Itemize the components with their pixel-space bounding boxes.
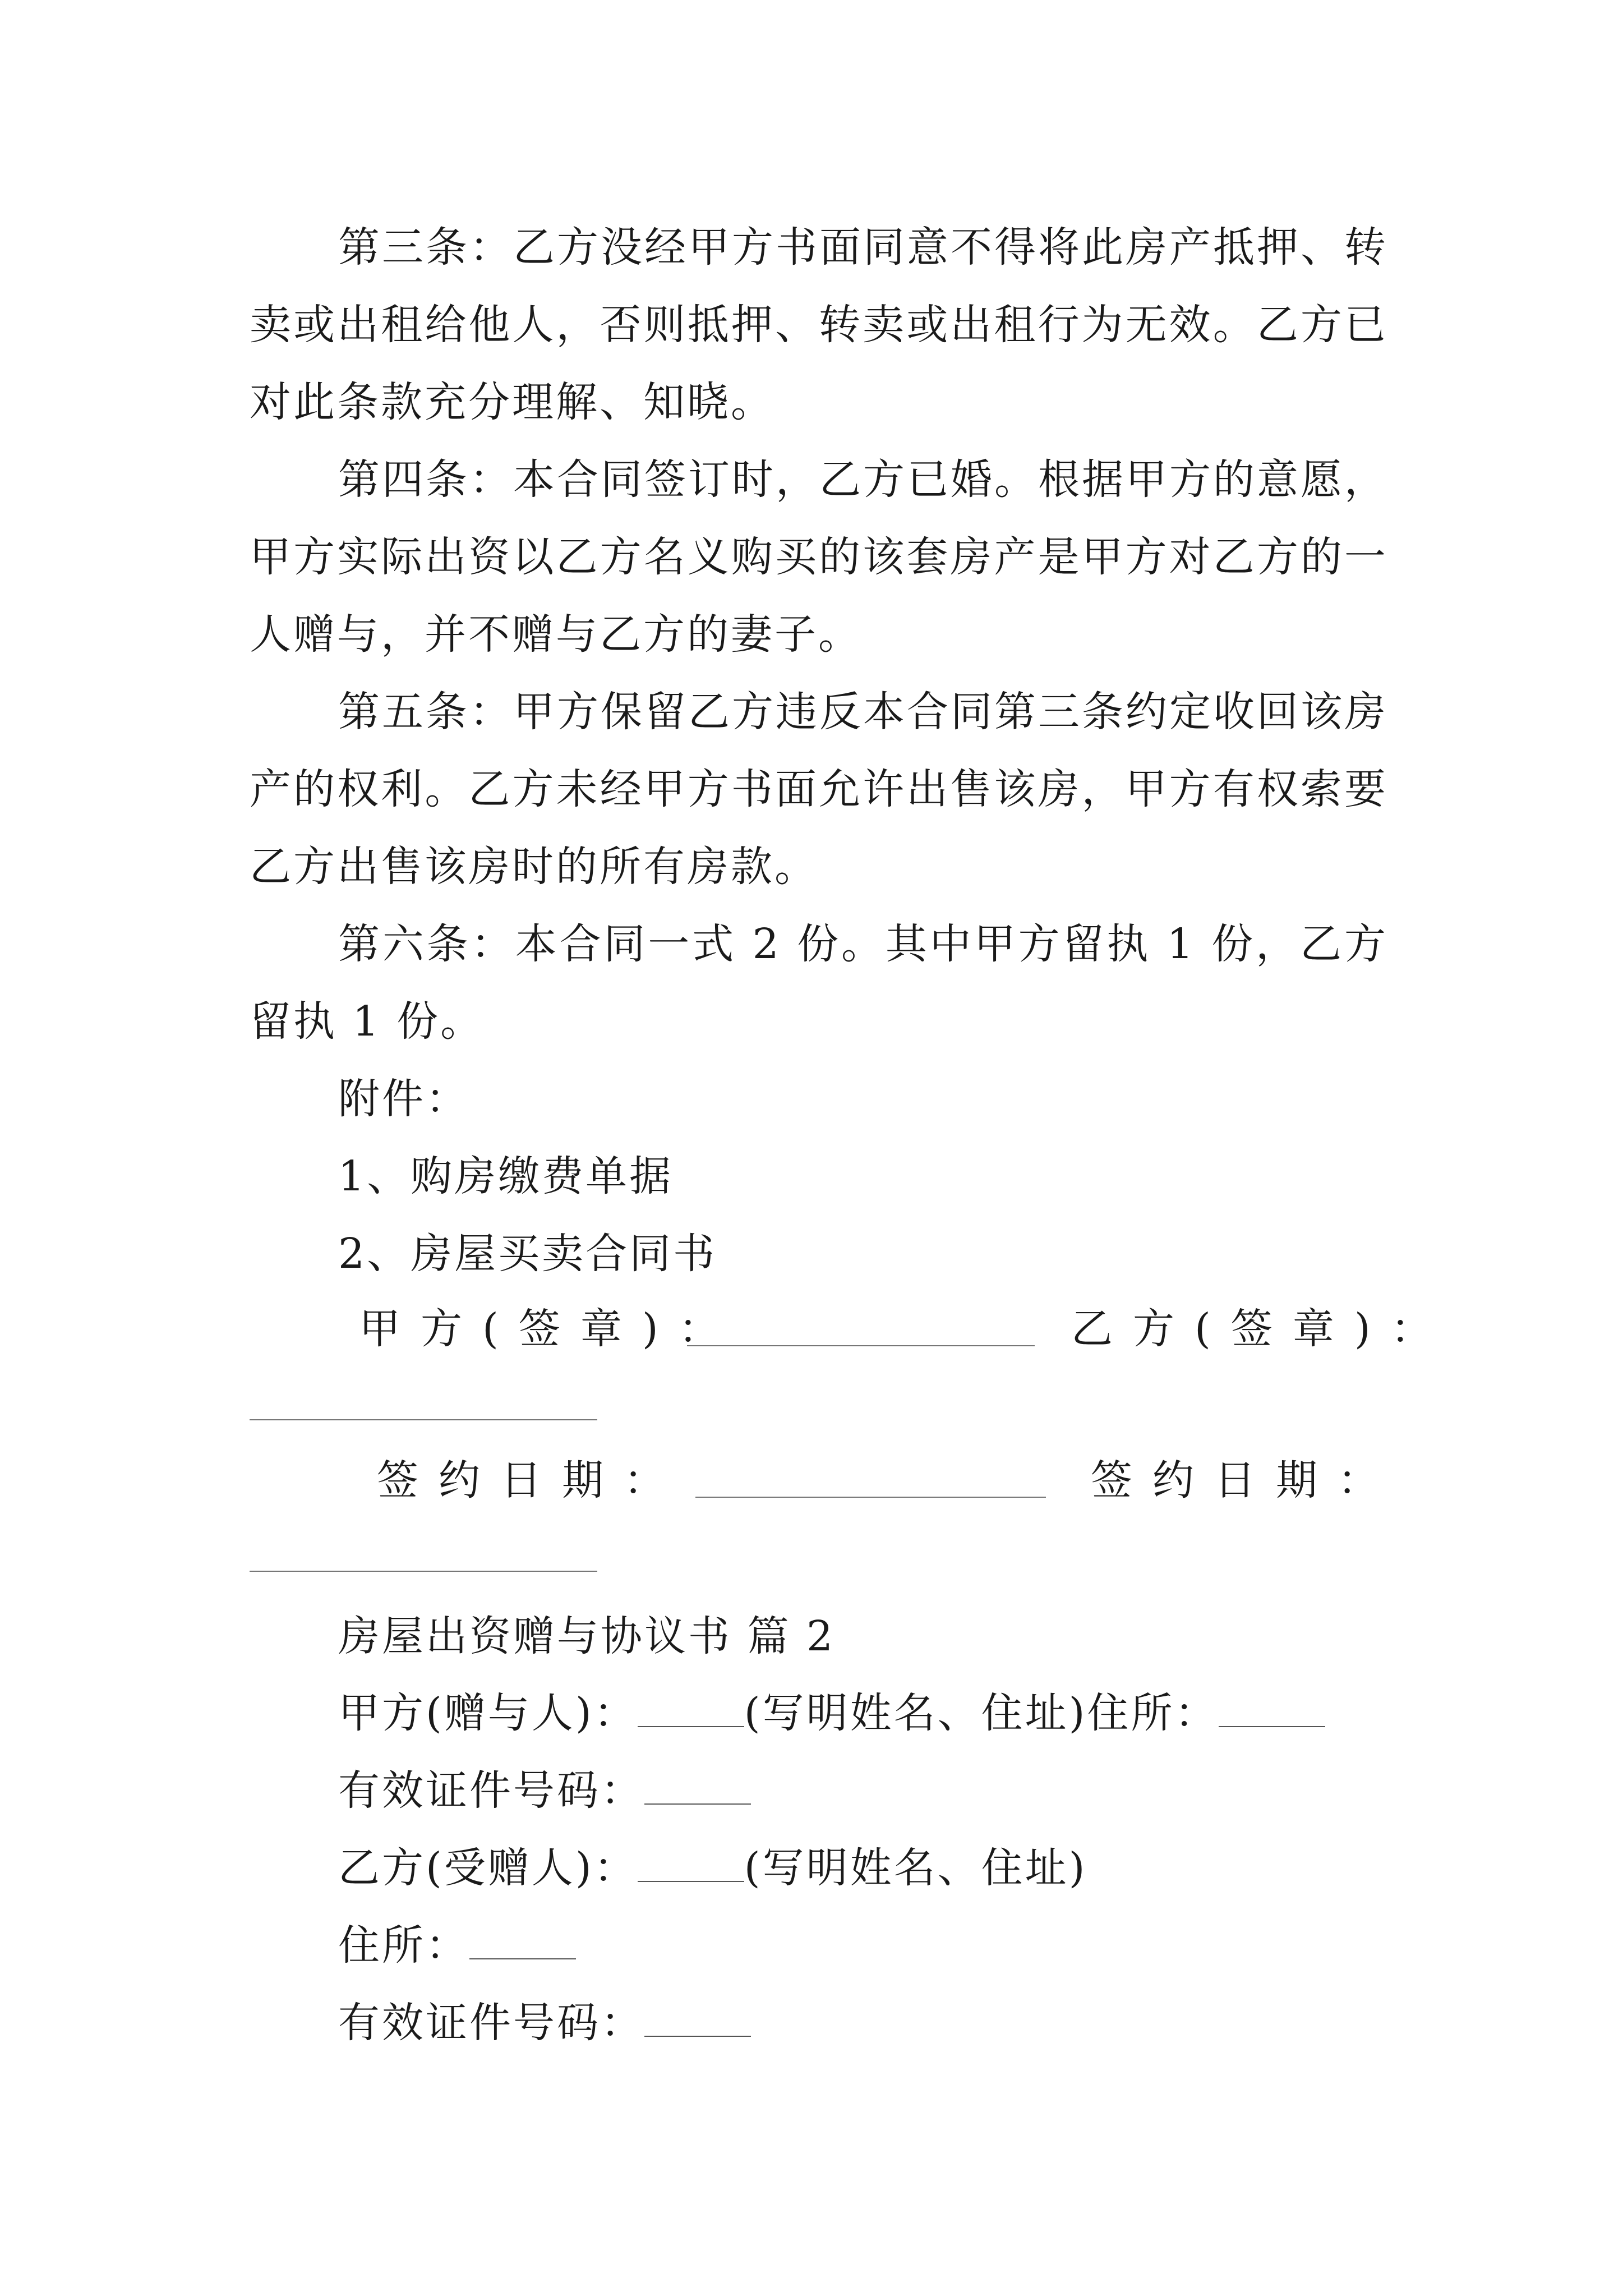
attachment-item-1: 1、购房缴费单据 (338, 1152, 674, 1200)
clause-5: 第五条：甲方保留乙方违反本合同第三条约定收回该房产的权利。乙方未经甲方书面允许出售该房，甲方有权索要乙方出售该房时的所有房款。 (250, 688, 1388, 891)
donor-id-line (338, 1752, 751, 1829)
attachment-item-2: 2、房屋买卖合同书 (338, 1230, 717, 1278)
party-b-date-line (250, 1571, 597, 1572)
party-a-date-label: 签约日期： (377, 1456, 685, 1504)
party-a-date-line (695, 1497, 1046, 1498)
donee-name-blank (638, 1881, 744, 1882)
donor-id-blank (644, 1803, 751, 1805)
donee-label: 乙方(受赠人)： (338, 1844, 638, 1892)
donee-address-line (338, 1907, 576, 1984)
donor-label: 甲方(赠与人)： (338, 1689, 638, 1737)
donee-id-blank (644, 2036, 751, 2037)
donee-note: (写明姓名、住址) (744, 1844, 1087, 1892)
donor-line (338, 1674, 1325, 1752)
part2-title: 房屋出资赠与协议书 篇 2 (338, 1612, 836, 1660)
donor-address-blank (1219, 1726, 1325, 1727)
party-a-signature-line (687, 1345, 1035, 1346)
party-a-signature-label: 甲方(签章)： (359, 1305, 740, 1353)
donee-address-label: 住所： (338, 1921, 469, 1970)
clause-4: 第四条：本合同签订时，乙方已婚。根据甲方的意愿，甲方实际出资以乙方名义购买的该套房产是甲方对乙方的一人赠与，并不赠与乙方的妻子。 (250, 455, 1388, 659)
clause-3: 第三条：乙方没经甲方书面同意不得将此房产抵押、转卖或出租给他人，否则抵押、转卖或出租行为无效。乙方已对此条款充分理解、知晓。 (250, 223, 1388, 426)
clauses-block (250, 209, 1388, 1060)
attachments-heading: 附件： (338, 1075, 469, 1123)
party-b-signature-label: 乙方(签章)： (1071, 1305, 1453, 1353)
clause-6: 第六条：本合同一式 2 份。其中甲方留执 1 份，乙方留执 1 份。 (250, 920, 1388, 1046)
donee-id-label: 有效证件号码： (338, 1999, 644, 2047)
donee-id-line (338, 1984, 751, 2062)
donee-line (338, 1829, 1087, 1907)
donor-id-label: 有效证件号码： (338, 1766, 644, 1815)
donor-note: (写明姓名、住址)住所： (744, 1689, 1219, 1737)
party-b-date-label: 签约日期： (1091, 1456, 1399, 1504)
donee-address-blank (469, 1958, 576, 1959)
party-b-signature-line (250, 1419, 597, 1420)
donor-name-blank (638, 1726, 744, 1727)
